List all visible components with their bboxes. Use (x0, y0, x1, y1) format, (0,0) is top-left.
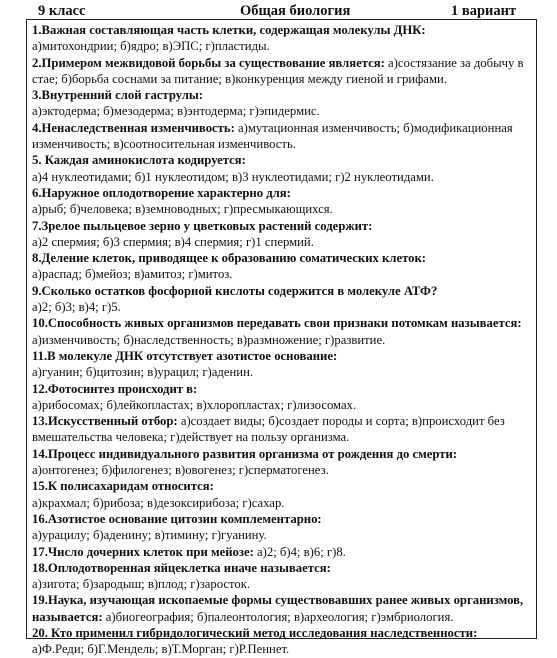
question-4-text: 4.Ненаследственная изменчивость: (32, 120, 235, 135)
question-18 (32, 560, 532, 593)
question-10 (32, 315, 532, 348)
question-11-text: 11.В молекуле ДНК отсутствует азотистое основание: (32, 348, 338, 363)
question-1 (32, 22, 532, 55)
question-20-text: 20. Кто применил гибридологический метод исследования наследственности: (32, 625, 478, 640)
question-2 (32, 55, 532, 88)
question-11 (32, 348, 532, 381)
question-5-text: 5. Каждая аминокислота кодируется: (32, 153, 246, 168)
question-8-text: 8.Деление клеток, приводящее к образованию соматических клеток: (32, 251, 427, 266)
question-16 (32, 511, 532, 544)
question-7-text: 7.Зрелое пыльцевое зерно у цветковых растений содержит: (32, 218, 373, 233)
question-5-answers: а)4 нуклеотидами; б)1 нуклеотидом; в)3 нуклеотидами; г)2 нуклеотидами. (32, 169, 434, 184)
question-2-text: 2.Примером межвидовой борьбы за существование является: (32, 55, 385, 70)
question-19-answers: а)биогеография; б)палеонтология; в)археология; г)эмбриология. (105, 609, 454, 624)
question-17-answers: а)2; б)4; в)6; г)8. (257, 544, 346, 559)
question-7-answers: а)2 спермия; б)3 спермия; в)4 спермия; г)1 спермий. (32, 234, 314, 249)
question-16-text: 16.Азотистое основание цитозин комплементарно: (32, 511, 322, 526)
question-14-answers: а)онтогенез; б)филогенез; в)овогенез; г)сперматогенез. (32, 463, 329, 478)
variant-label: 1 вариант (451, 3, 517, 19)
question-17-text: 17.Число дочерних клеток при мейозе: (32, 544, 254, 559)
question-15 (32, 478, 532, 511)
question-11-answers: а)гуанин; б)цитозин; в)урацил; г)аденин. (32, 365, 254, 380)
question-3 (32, 87, 532, 120)
question-17 (32, 544, 532, 560)
question-14-text: 14.Процесс индивидуального развития организма от рождения до смерти: (32, 446, 458, 461)
question-18-answers: а)зигота; б)зародыш; в)плод; г)заросток. (32, 577, 251, 592)
question-13-answers: а)создает виды; б)создает породы и сорта; в)происходит без вмешательства человека; г)действует на пользу организма. (32, 414, 505, 445)
question-2-answers: а)состязание за добычу в стае; б)борьба соснами за питание; в)конкуренция между гиеной и грифами. (32, 55, 524, 86)
question-6-answers: а)рыб; б)человека; в)земноводных; г)пресмыкающихся. (32, 202, 333, 217)
question-15-answers: а)крахмал; б)рибоза; в)дезоксирибоза; г)сахар. (32, 495, 285, 510)
question-3-text: 3.Внутренний слой гаструлы: (32, 88, 203, 103)
question-4 (32, 120, 532, 153)
question-19 (32, 592, 532, 625)
grade-label: 9 класс (38, 3, 86, 19)
question-6-text: 6.Наружное оплодотворение характерно для: (32, 185, 291, 200)
question-1-text: 1.Важная составляющая часть клетки, содержащая молекулы ДНК: (32, 23, 426, 37)
question-10-text: 10.Способность живых организмов передавать свои признаки потомкам называется: (32, 316, 522, 331)
question-14 (32, 446, 532, 479)
question-12-answers: а)рибосомах; б)лейкопластах; в)хлоропластах; г)лизосомах. (32, 397, 357, 412)
question-4-answers: а)мутационная изменчивость; б)модификационная изменчивость; в)соотносительная изменчивость. (32, 120, 513, 152)
question-1-answers: а)митохондрии; б)ядро; в)ЭПС; г)пластиды. (32, 39, 270, 54)
question-3-answers: а)эктодерма; б)мезодерма; в)энтодерма; г)эпидермис. (32, 104, 320, 119)
question-13 (32, 413, 532, 446)
question-9-answers: а)2; б)3; в)4; г)5. (32, 300, 121, 315)
question-20 (32, 625, 532, 658)
question-5 (32, 152, 532, 185)
question-13-text: 13.Искусственный отбор: (32, 414, 178, 429)
question-6 (32, 185, 532, 218)
question-9-text: 9.Сколько остатков фосфорной кислоты содержится в молекуле АТФ? (32, 283, 438, 298)
question-9 (32, 283, 532, 316)
question-8 (32, 250, 532, 283)
question-15-text: 15.К полисахаридам относится: (32, 479, 214, 494)
question-20-answers: а)Ф.Реди; б)Г.Мендель; в)Т.Морган; г)Р.Пеннет. (32, 642, 290, 657)
question-12-text: 12.Фотосинтез происходит в: (32, 381, 198, 396)
worksheet-header (0, 0, 557, 20)
question-19-text: 19.Наука, изучающая ископаемые формы существовавших ранее живых организмов, называется: (32, 593, 524, 624)
question-18-text: 18.Оплодотворенная яйцеклетка иначе называется: (32, 560, 331, 575)
question-10-answers: а)изменчивость; б)наследственность; в)размножение; г)развитие. (32, 332, 386, 347)
question-sheet (26, 19, 537, 657)
question-16-answers: а)урацилу; б)аденину; в)тимину; г)гуанину. (32, 528, 267, 543)
question-12 (32, 381, 532, 414)
subject-title: Общая биология (240, 3, 351, 19)
question-7 (32, 218, 532, 251)
question-8-answers: а)распад; б)мейоз; в)амитоз; г)митоз. (32, 267, 233, 282)
